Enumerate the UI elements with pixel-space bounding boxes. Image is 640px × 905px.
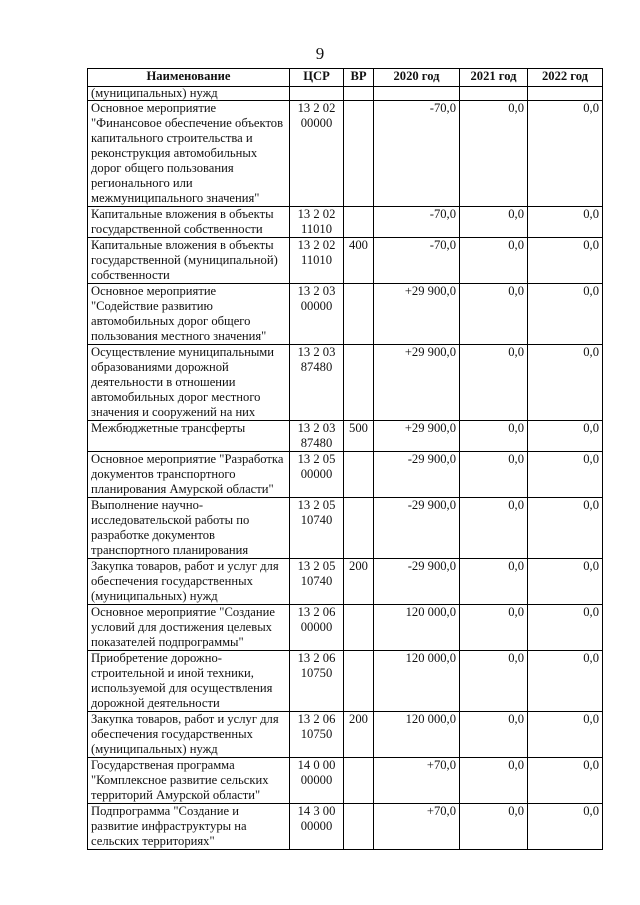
cell-2021: 0,0 (460, 238, 528, 284)
cell-name: Капитальные вложения в объекты государственной (муниципальной) собственности (88, 238, 290, 284)
cell-2021: 0,0 (460, 712, 528, 758)
cell-2020 (374, 87, 460, 101)
table-row (88, 207, 603, 238)
table-header (88, 69, 603, 87)
table-body (88, 87, 603, 850)
cell-name: Капитальные вложения в объекты государственной собственности (88, 207, 290, 238)
cell-2022: 0,0 (528, 421, 603, 452)
page-number: 9 (315, 44, 325, 63)
cell-2022: 0,0 (528, 238, 603, 284)
cell-2022: 0,0 (528, 498, 603, 559)
cell-vr (344, 804, 374, 850)
cell-2021: 0,0 (460, 559, 528, 605)
cell-2021: 0,0 (460, 101, 528, 207)
table-row (88, 605, 603, 651)
table-row (88, 498, 603, 559)
cell-vr: 200 (344, 559, 374, 605)
cell-vr (344, 207, 374, 238)
cell-2021: 0,0 (460, 804, 528, 850)
cell-csr: 13 2 05 00000 (290, 452, 344, 498)
cell-2021: 0,0 (460, 284, 528, 345)
cell-vr: 400 (344, 238, 374, 284)
header-2020: 2020 год (374, 69, 460, 87)
cell-name: Межбюджетные трансферты (88, 421, 290, 452)
table-row (88, 284, 603, 345)
cell-2020: 120 000,0 (374, 651, 460, 712)
cell-2022: 0,0 (528, 345, 603, 421)
cell-2020: +29 900,0 (374, 284, 460, 345)
table-row (88, 559, 603, 605)
cell-2021: 0,0 (460, 605, 528, 651)
cell-2020: +70,0 (374, 758, 460, 804)
cell-name: Приобретение дорожно-строительной и иной техники, используемой для осуществления дорожной деятельности (88, 651, 290, 712)
cell-csr: 13 2 02 11010 (290, 207, 344, 238)
cell-vr (344, 345, 374, 421)
table-row (88, 452, 603, 498)
cell-2020: -29 900,0 (374, 452, 460, 498)
cell-csr: 14 3 00 00000 (290, 804, 344, 850)
cell-name: (муниципальных) нужд (88, 87, 290, 101)
cell-2021: 0,0 (460, 498, 528, 559)
cell-csr: 13 2 05 10740 (290, 559, 344, 605)
table-row (88, 345, 603, 421)
cell-csr: 13 2 03 87480 (290, 345, 344, 421)
cell-csr: 14 0 00 00000 (290, 758, 344, 804)
cell-name: Осуществление муниципальными образованиями дорожной деятельности в отношении автомобильных дорог местного значения и сооружений на них (88, 345, 290, 421)
table-row (88, 87, 603, 101)
cell-2020: +29 900,0 (374, 345, 460, 421)
budget-table (87, 68, 603, 850)
table-row (88, 758, 603, 804)
cell-csr: 13 2 03 87480 (290, 421, 344, 452)
table-row (88, 101, 603, 207)
header-csr: ЦСР (290, 69, 344, 87)
cell-name: Основное мероприятие "Разработка документов транспортного планирования Амурской области" (88, 452, 290, 498)
cell-2021: 0,0 (460, 207, 528, 238)
cell-csr (290, 87, 344, 101)
cell-2020: -29 900,0 (374, 498, 460, 559)
cell-csr: 13 2 02 00000 (290, 101, 344, 207)
cell-2022: 0,0 (528, 804, 603, 850)
cell-2021: 0,0 (460, 452, 528, 498)
cell-2022 (528, 87, 603, 101)
cell-name: Закупка товаров, работ и услуг для обеспечения государственных (муниципальных) нужд (88, 559, 290, 605)
cell-2022: 0,0 (528, 101, 603, 207)
cell-2020: -70,0 (374, 207, 460, 238)
header-2022: 2022 год (528, 69, 603, 87)
cell-csr: 13 2 06 10750 (290, 651, 344, 712)
cell-csr: 13 2 06 10750 (290, 712, 344, 758)
cell-2020: 120 000,0 (374, 712, 460, 758)
cell-2020: 120 000,0 (374, 605, 460, 651)
cell-2020: +70,0 (374, 804, 460, 850)
cell-vr (344, 605, 374, 651)
header-name: Наименование (88, 69, 290, 87)
table-row (88, 804, 603, 850)
cell-vr (344, 284, 374, 345)
cell-2022: 0,0 (528, 452, 603, 498)
cell-vr (344, 498, 374, 559)
cell-2022: 0,0 (528, 651, 603, 712)
cell-vr: 500 (344, 421, 374, 452)
cell-2022: 0,0 (528, 712, 603, 758)
cell-name: Основное мероприятие "Финансовое обеспечение объектов капитального строительства и реконструкция автомобильных дорог общего пользования регионального или межмуниципального значения" (88, 101, 290, 207)
cell-name: Основное мероприятие "Создание условий для достижения целевых показателей подпрограммы" (88, 605, 290, 651)
cell-2020: -70,0 (374, 238, 460, 284)
cell-2021: 0,0 (460, 345, 528, 421)
header-2021: 2021 год (460, 69, 528, 87)
cell-name: Выполнение научно-исследовательской работы по разработке документов транспортного планирования (88, 498, 290, 559)
cell-2020: -70,0 (374, 101, 460, 207)
cell-2022: 0,0 (528, 605, 603, 651)
cell-2022: 0,0 (528, 758, 603, 804)
cell-2021: 0,0 (460, 758, 528, 804)
cell-vr (344, 758, 374, 804)
cell-vr (344, 452, 374, 498)
cell-2022: 0,0 (528, 559, 603, 605)
cell-csr: 13 2 06 00000 (290, 605, 344, 651)
cell-2021 (460, 87, 528, 101)
cell-2021: 0,0 (460, 651, 528, 712)
table-row (88, 421, 603, 452)
header-vr: ВР (344, 69, 374, 87)
cell-2020: +29 900,0 (374, 421, 460, 452)
cell-name: Подпрограмма "Создание и развитие инфраструктуры на сельских территориях" (88, 804, 290, 850)
cell-2020: -29 900,0 (374, 559, 460, 605)
cell-2022: 0,0 (528, 207, 603, 238)
cell-csr: 13 2 02 11010 (290, 238, 344, 284)
cell-vr (344, 87, 374, 101)
table-row (88, 712, 603, 758)
cell-name: Государственая программа "Комплексное развитие сельских территорий Амурской области" (88, 758, 290, 804)
cell-2022: 0,0 (528, 284, 603, 345)
cell-vr (344, 651, 374, 712)
cell-vr (344, 101, 374, 207)
cell-name: Закупка товаров, работ и услуг для обеспечения государственных (муниципальных) нужд (88, 712, 290, 758)
cell-2021: 0,0 (460, 421, 528, 452)
cell-name: Основное мероприятие "Содействие развитию автомобильных дорог общего пользования местного значения" (88, 284, 290, 345)
cell-csr: 13 2 03 00000 (290, 284, 344, 345)
table-row (88, 238, 603, 284)
cell-csr: 13 2 05 10740 (290, 498, 344, 559)
table-row (88, 651, 603, 712)
cell-vr: 200 (344, 712, 374, 758)
